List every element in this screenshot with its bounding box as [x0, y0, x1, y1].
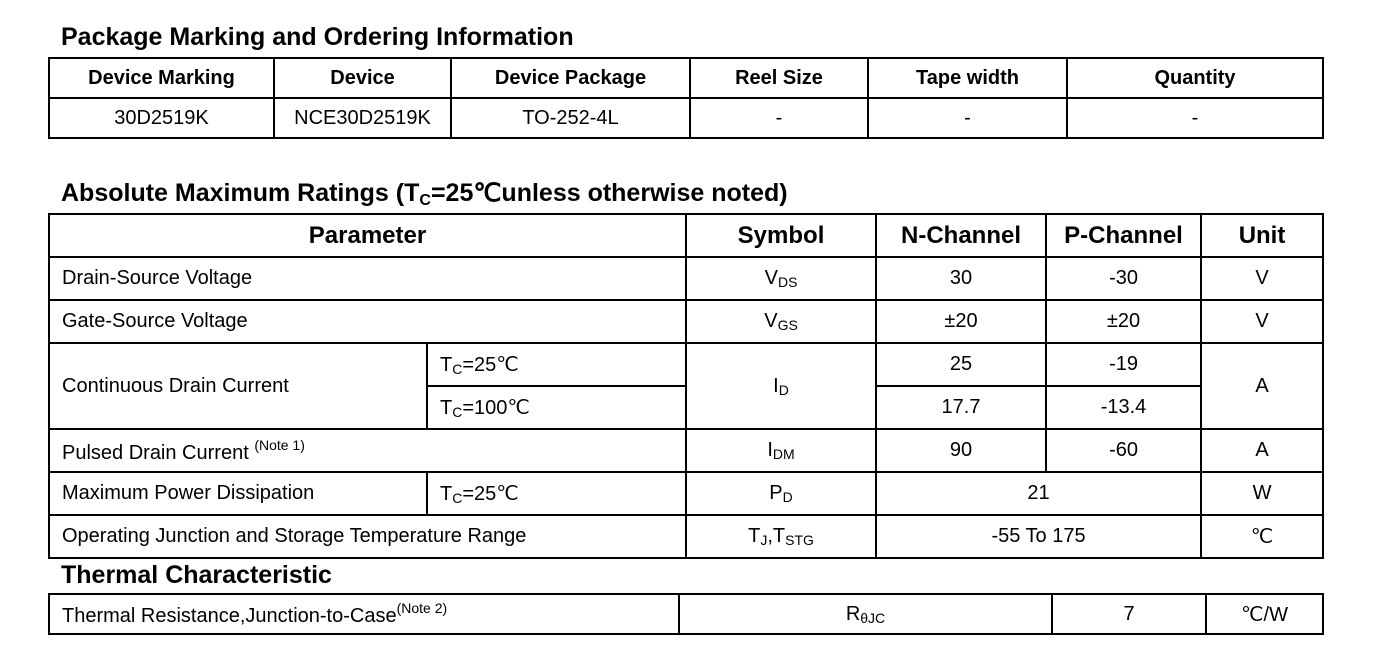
tj-parameter: Operating Junction and Storage Temperature Range: [49, 515, 686, 558]
tj-symbol: [686, 515, 876, 558]
id-symbol: [686, 343, 876, 429]
tj-symbol-main1: T: [748, 525, 761, 547]
id-condition-100: [427, 386, 686, 429]
vgs-n: ±20: [876, 300, 1046, 343]
vds-unit: V: [1201, 257, 1323, 300]
cell-quantity: -: [1067, 98, 1323, 138]
thermal-unit: ℃/W: [1206, 594, 1323, 634]
idm-note: (Note 1): [254, 436, 305, 453]
id-p-100: -13.4: [1046, 386, 1201, 429]
vgs-symbol: [686, 300, 876, 343]
row-pd: [49, 472, 1323, 515]
header-device-marking: Device Marking: [49, 58, 274, 98]
vds-symbol: [686, 257, 876, 300]
pd-cond-post: =25℃: [462, 483, 519, 505]
package-row: [49, 98, 1323, 138]
id-cond2-pre: T: [440, 397, 453, 419]
ratings-table: [48, 213, 1324, 559]
id-parameter: Continuous Drain Current: [49, 343, 427, 429]
tj-symbol-mid: ,T: [767, 525, 786, 547]
header-reel-size: Reel Size: [690, 58, 868, 98]
vds-p: -30: [1046, 257, 1201, 300]
pd-cond-sub: C: [452, 490, 463, 506]
idm-symbol-main: I: [767, 439, 773, 461]
vgs-symbol-main: V: [764, 310, 778, 332]
cell-device: NCE30D2519K: [274, 98, 451, 138]
thermal-value: 7: [1052, 594, 1206, 634]
row-vds: [49, 257, 1323, 300]
thermal-parameter-text: Thermal Resistance,Junction-to-Case: [62, 605, 397, 627]
pd-parameter: Maximum Power Dissipation: [49, 472, 427, 515]
row-id-25: [49, 343, 1323, 386]
header-parameter: Parameter: [49, 214, 686, 257]
tj-symbol-sub1: J: [760, 532, 768, 548]
row-tj: [49, 515, 1323, 558]
cell-tape-width: -: [868, 98, 1067, 138]
tj-symbol-sub2: STG: [785, 532, 814, 548]
pd-symbol-main: P: [769, 482, 783, 504]
vds-symbol-main: V: [764, 267, 778, 289]
package-header-row: [49, 58, 1323, 98]
id-cond1-pre: T: [440, 354, 453, 376]
id-symbol-sub: D: [778, 381, 789, 398]
id-cond2-post: =100℃: [462, 397, 530, 419]
ratings-header-row: [49, 214, 1323, 257]
idm-symbol: [686, 429, 876, 472]
pd-cond-pre: T: [440, 483, 453, 505]
thermal-note: (Note 2): [396, 600, 448, 616]
id-p-25: -19: [1046, 343, 1201, 386]
idm-p: -60: [1046, 429, 1201, 472]
thermal-symbol: [679, 594, 1052, 634]
pd-symbol-sub: D: [782, 489, 793, 505]
ratings-title-pre: Absolute Maximum Ratings (T: [61, 179, 420, 207]
header-device: Device: [274, 58, 451, 98]
header-device-package: Device Package: [451, 58, 690, 98]
pd-condition: [427, 472, 686, 515]
vgs-unit: V: [1201, 300, 1323, 343]
ratings-title-post: =25℃unless otherwise noted): [430, 179, 788, 207]
header-tape-width: Tape width: [868, 58, 1067, 98]
vgs-symbol-sub: GS: [777, 317, 798, 333]
thermal-table: [48, 593, 1324, 635]
package-table: [48, 57, 1324, 139]
id-n-100: 17.7: [876, 386, 1046, 429]
ratings-title-sub: C: [419, 192, 431, 209]
package-section-title: Package Marking and Ordering Information: [61, 23, 574, 51]
vgs-parameter: Gate-Source Voltage: [49, 300, 686, 343]
idm-symbol-sub: DM: [772, 446, 795, 462]
idm-unit: A: [1201, 429, 1323, 472]
cell-reel-size: -: [690, 98, 868, 138]
vgs-p: ±20: [1046, 300, 1201, 343]
tj-value: -55 To 175: [876, 515, 1201, 558]
header-unit: Unit: [1201, 214, 1323, 257]
header-n-channel: N-Channel: [876, 214, 1046, 257]
id-cond2-sub: C: [452, 404, 463, 420]
cell-device-package: TO-252-4L: [451, 98, 690, 138]
header-symbol: Symbol: [686, 214, 876, 257]
id-cond1-sub: C: [452, 361, 463, 377]
tj-unit: ℃: [1201, 515, 1323, 558]
id-cond1-post: =25℃: [462, 354, 519, 376]
idm-parameter: [49, 429, 686, 472]
header-p-channel: P-Channel: [1046, 214, 1201, 257]
pd-unit: W: [1201, 472, 1323, 515]
row-vgs: [49, 300, 1323, 343]
thermal-section-title: Thermal Characteristic: [61, 561, 332, 589]
thermal-symbol-sub: θJC: [860, 609, 886, 626]
vds-parameter: Drain-Source Voltage: [49, 257, 686, 300]
id-symbol-main: I: [773, 374, 779, 397]
ratings-section-title: [61, 181, 788, 209]
id-condition-25: [427, 343, 686, 386]
pd-symbol: [686, 472, 876, 515]
header-quantity: Quantity: [1067, 58, 1323, 98]
row-thermal: [49, 594, 1323, 634]
id-unit: A: [1201, 343, 1323, 429]
vds-n: 30: [876, 257, 1046, 300]
id-n-25: 25: [876, 343, 1046, 386]
thermal-parameter: [49, 594, 679, 634]
thermal-symbol-main: R: [845, 602, 861, 625]
idm-n: 90: [876, 429, 1046, 472]
cell-device-marking: 30D2519K: [49, 98, 274, 138]
row-idm: [49, 429, 1323, 472]
pd-value: 21: [876, 472, 1201, 515]
vds-symbol-sub: DS: [777, 274, 798, 290]
idm-parameter-text: Pulsed Drain Current: [62, 441, 255, 464]
